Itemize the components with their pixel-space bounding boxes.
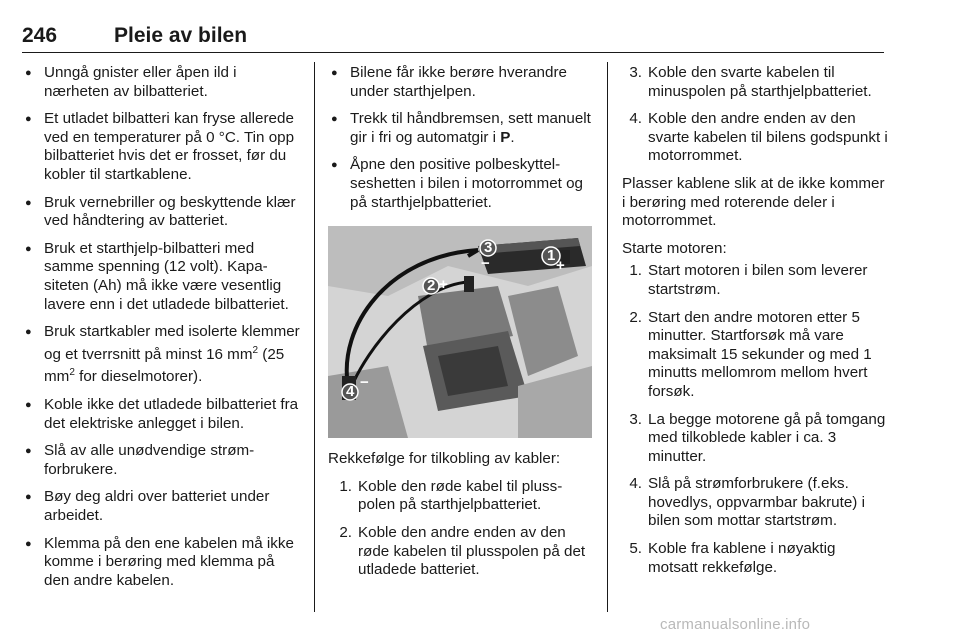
page-header: [22, 24, 884, 53]
bullet-item-cable-spec: [22, 323, 302, 387]
start-steps: [622, 262, 888, 577]
connection-steps: [328, 478, 592, 580]
step-number: 2.: [629, 308, 642, 326]
step-text: Koble den andre enden av den røde kabelen til plusspolen på det utladede batteriet.: [358, 523, 586, 579]
list-item: [622, 540, 888, 577]
bullet-text: Trekk til håndbremsen, sett manuelt gir i fri og automatgir i: [350, 110, 591, 146]
start-engine-heading: Starte motoren:: [622, 239, 727, 257]
bullet-text: (25 mm: [44, 345, 285, 386]
step-number: 2.: [339, 523, 352, 541]
step-text: Koble den svarte kabelen til minuspolen på starthjelpbatteriet.: [648, 64, 872, 100]
step-number: 1.: [339, 477, 352, 495]
bullet-item: ● Bøy deg aldri over batteriet under arbeidet.: [22, 488, 302, 525]
step-text: Koble fra kablene i nøyaktig motsatt rekkefølge.: [648, 540, 836, 576]
list-item: [622, 411, 888, 467]
label-1: 1: [547, 247, 556, 265]
column-divider: [314, 62, 315, 612]
connection-steps-continued: [622, 64, 888, 166]
label-minus-4: −: [360, 374, 369, 392]
bullet-text: .: [510, 128, 515, 146]
gear-p-label: P: [500, 128, 511, 146]
bullet-item: ● Koble ikke det utladede bilbatteriet fra det elektriske anlegget i bilen.: [22, 396, 302, 433]
list-item: [328, 478, 592, 515]
column-1: [22, 64, 302, 599]
column-3: [622, 64, 888, 586]
bullet-item: ● Bruk et starthjelp-bilbatteri med samme spenning (12 volt). Kapasiteten (Ah) må ikke være vesentlig lavere enn i det utladede bilbatteriet.: [22, 240, 302, 314]
bullet-item-gear: [328, 110, 592, 147]
step-number: 4.: [629, 475, 642, 493]
step-text: Koble den røde kabel til plusspolen på starthjelpbatteriet.: [358, 477, 563, 514]
step-number: 4.: [629, 110, 642, 128]
bullet-item: ● Slå av alle unødvendige strømforbrukere.: [22, 442, 302, 479]
label-plus-2: +: [439, 276, 448, 294]
page-title: Pleie av bilen: [114, 24, 248, 47]
step-text: Slå på strømforbrukere (f.eks. hovedlys, oppvarmbar bakrute) i bilen som mottar startstrøm.: [648, 475, 865, 530]
cable-placement-note: Plasser kablene slik at de ikke kommer i berøring med roterende deler i motorrommet.: [622, 174, 885, 230]
superscript: 2: [252, 344, 259, 356]
list-item: [622, 64, 888, 101]
step-number: 3.: [629, 64, 642, 81]
label-plus-1: +: [556, 257, 565, 275]
column-2: [328, 64, 592, 589]
bullet-item: ● Bruk vernebriller og beskyttende klær ved håndtering av batteriet.: [22, 194, 302, 231]
bullet-item: ● Åpne den positive polbeskyttelseshetten i bilen i motorrommet og på starthjelpbatteriet.: [328, 156, 592, 212]
list-item: [328, 524, 592, 580]
column-divider: [607, 62, 608, 612]
step-number: 5.: [629, 540, 642, 558]
sequence-intro: Rekkefølge for tilkobling av kabler:: [328, 450, 561, 468]
step-text: La begge motorene gå på tomgang med tilkoblede kabler i ca. 3 minutter.: [648, 410, 886, 465]
step-number: 3.: [629, 410, 642, 428]
label-4: 4: [346, 383, 355, 401]
step-text: Koble den andre enden av den svarte kabelen til bilens godspunkt i motorrommet.: [648, 110, 888, 165]
page-number: 246: [22, 24, 58, 47]
bullet-item: ● Klemma på den ene kabelen må ikke komme i berøring med klemma på den andre kabelen.: [22, 535, 302, 591]
bullet-item: ● Et utladet bilbatteri kan fryse allerede ved en temperaturer på 0 °C. Tin opp bilbatteriet hvis det er frosset, før du kobler til startkablene.: [22, 110, 302, 184]
label-3: 3: [484, 239, 493, 257]
label-minus-3: −: [481, 255, 490, 273]
jump-start-illustration: [328, 226, 592, 438]
bullet-item: ● Bilene får ikke berøre hverandre under starthjelpen.: [328, 64, 592, 101]
step-number: 1.: [629, 262, 642, 280]
list-item: [622, 309, 888, 402]
list-item: [622, 475, 888, 531]
watermark: carmanualsonline.info: [660, 616, 811, 633]
list-item: [622, 110, 888, 166]
superscript: 2: [69, 367, 75, 379]
bullet-item: ● Unngå gnister eller åpen ild i nærheten av bilbatteriet.: [22, 64, 302, 101]
list-item: [622, 262, 888, 299]
step-text: Start motoren i bilen som leverer startstrøm.: [648, 262, 868, 298]
label-2: 2: [427, 277, 436, 295]
step-text: Start den andre motoren etter 5 minutter. Startforsøk må vare maksimalt 15 sekunder og med 1 minutts mellomrom mellom hvert forsøk.: [648, 308, 872, 400]
bullet-text: for dieselmotorer).: [74, 368, 203, 386]
bullet-text: Bruk startkabler med isolerte klemmer og et tverrsnitt på minst 16 mm: [44, 323, 300, 363]
